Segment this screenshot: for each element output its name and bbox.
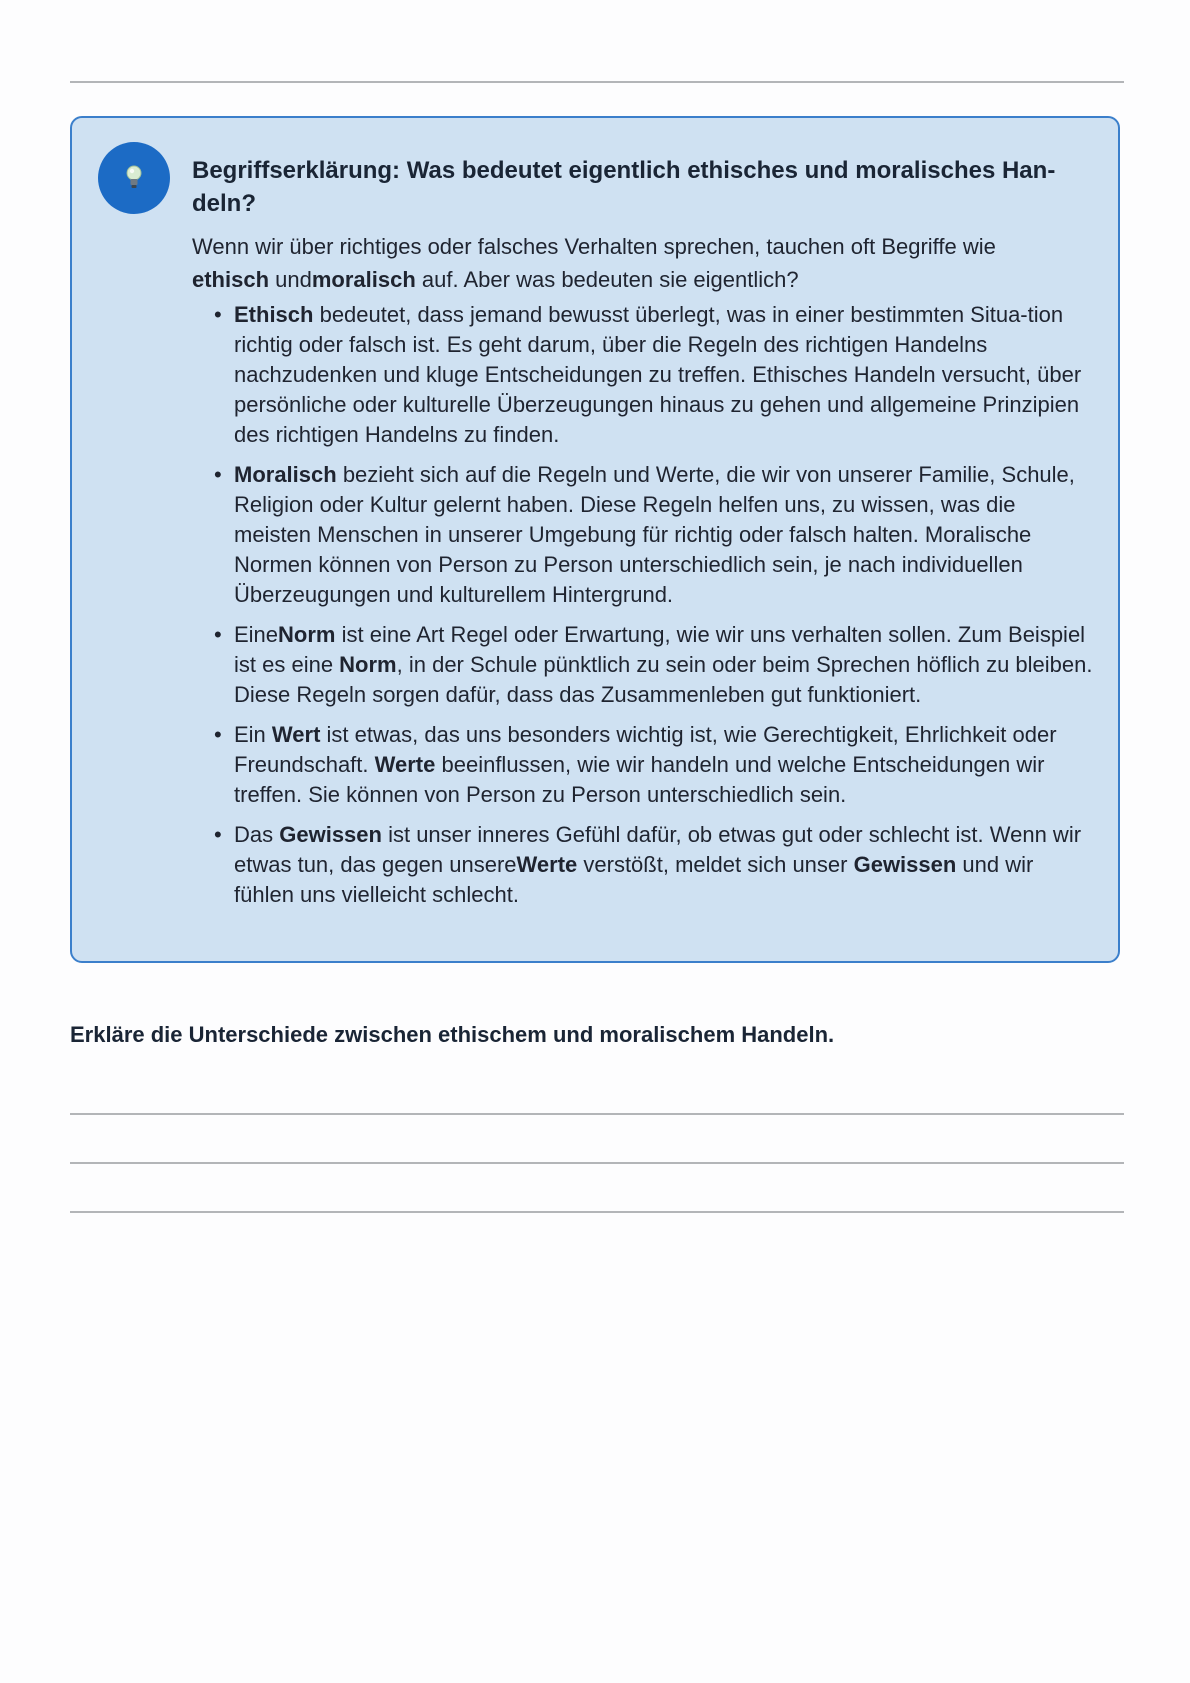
info-icon-badge: [98, 142, 170, 214]
answer-line-3[interactable]: [70, 1211, 1124, 1213]
top-divider: [70, 81, 1124, 83]
answer-line-2[interactable]: [70, 1162, 1124, 1164]
answer-line-1[interactable]: [70, 1113, 1124, 1115]
term-gewissen-lead: Das: [234, 822, 280, 847]
term-item-gewissen: [214, 820, 1098, 910]
term-gewissen-2: Gewissen: [853, 852, 957, 877]
term-item-norm: [214, 620, 1098, 710]
info-box-title: Begriffserklärung: Was bedeutet eigentlich ethisches und moralisches Han-deln?: [192, 157, 1056, 217]
term-werte: Werte: [374, 752, 436, 777]
term-gewissen-text-1: ist unser inneres Gefühl dafür, ob etwas gut oder schlecht ist. Wenn wir etwas tun, das gegen unsere: [234, 822, 1082, 877]
intro-paragraph: [192, 230, 1098, 296]
term-norm-lead: Eine: [234, 622, 279, 647]
bullet: •: [214, 722, 222, 747]
bullet: •: [214, 302, 222, 327]
term-wert-text-1: ist etwas, das uns besonders wichtig ist, wie Gerechtigkeit, Ehrlichkeit oder Freundschaft.: [234, 722, 1057, 777]
intro-text-1: Wenn wir über richtiges oder falsches Verhalten sprechen, tauchen oft Begriffe wie: [192, 234, 996, 259]
term-norm-text-1: ist eine Art Regel oder Erwartung, wie wir uns verhalten sollen. Zum Beispiel ist es eine: [234, 622, 1086, 677]
term-wert-lead: Ein: [234, 722, 272, 747]
term-wert-text-2: beeinflussen, wie wir handeln und welche Entscheidungen wir treffen. Sie können von Person zu Person unterschiedlich sein.: [234, 752, 1045, 807]
lightbulb-icon: [122, 162, 146, 194]
term-moralisch: Moralisch: [234, 462, 337, 487]
term-gewissen: Gewissen: [279, 822, 382, 847]
term-norm-2: Norm: [339, 652, 397, 677]
info-box-content: [192, 154, 1098, 920]
intro-term-ethisch: ethisch: [192, 267, 270, 292]
term-item-wert: [214, 720, 1098, 810]
term-norm: Norm: [278, 622, 336, 647]
intro-text-3: auf. Aber was bedeuten sie eigentlich?: [415, 267, 799, 292]
term-gewissen-text-2: verstößt, meldet sich unser: [577, 852, 854, 877]
intro-term-moralisch: moralisch: [311, 267, 416, 292]
term-gewissen-text-3: und wir fühlen uns vielleicht schlecht.: [234, 852, 1034, 907]
definition-info-box: [70, 116, 1120, 963]
bullet: •: [214, 622, 222, 647]
term-item-moralisch: [214, 460, 1098, 610]
term-list: [192, 300, 1098, 910]
term-ethisch-text: bedeutet, dass jemand bewusst überlegt, was in einer bestimmten Situa-tion richtig oder falsch ist. Es geht darum, über die Regeln des richtigen Handelns nachzudenken und kluge Entscheidungen zu treffen. Ethisches Handeln versucht, über persönliche oder kulturelle Überzeugungen hinaus zu gehen und allgemeine Prinzipien des richtigen Handelns zu finden.: [234, 302, 1082, 447]
bullet: •: [214, 462, 222, 487]
term-item-ethisch: [214, 300, 1098, 450]
intro-text-2: und: [269, 267, 312, 292]
bullet: •: [214, 822, 222, 847]
task-prompt: Erkläre die Unterschiede zwischen ethischem und moralischem Handeln.: [70, 1022, 835, 1047]
term-gewissen-werte: Werte: [516, 852, 578, 877]
term-moralisch-text: bezieht sich auf die Regeln und Werte, die wir von unserer Familie, Schule, Religion oder Kultur gelernt haben. Diese Regeln helfen uns, zu wissen, was die meisten Menschen in unserer Umgebung für richtig oder falsch halten. Moralische Normen können von Person zu Person unterschiedlich sein, je nach individuellen Überzeugungen und kulturellem Hintergrund.: [234, 462, 1075, 607]
term-norm-text-2: , in der Schule pünktlich zu sein oder beim Sprechen höflich zu bleiben. Diese Regeln sorgen dafür, dass das Zusammenleben gut funktioniert.: [234, 652, 1093, 707]
term-wert: Wert: [271, 722, 321, 747]
term-ethisch: Ethisch: [234, 302, 314, 327]
